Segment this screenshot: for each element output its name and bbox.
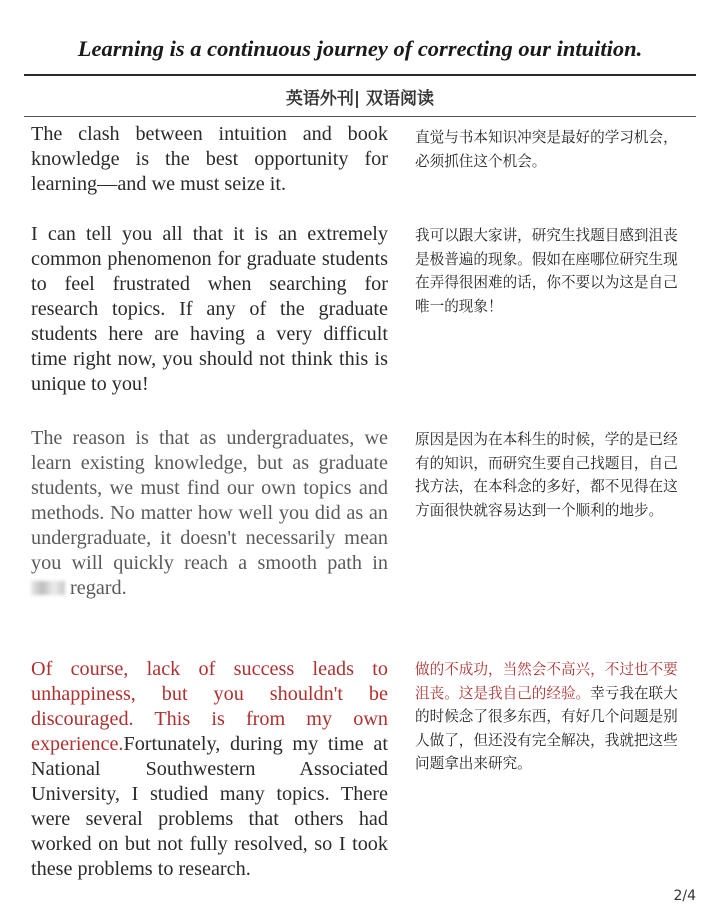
paragraph-4-chinese [415,658,691,776]
paragraph-2-chinese: 我可以跟大家讲，研究生找题目感到沮丧是极普遍的现象。假如在座哪位研究生现在弄得很困难的话，你不要以为这是自己唯一的现象！ [415,227,678,315]
paragraph-4-chinese-highlight: 做的不成功，当然会不高兴，不过也不要沮丧。这是我自己的经验。 [415,661,678,702]
paragraph-4-chinese-text: 幸亏我在联大的时候念了很多东西，有好几个问题是别人做了，但还没有完全解决，我就把这些问题拿出来研究。 [415,684,678,773]
page-number: 2/4 [673,888,696,904]
paragraph-1-chinese: 直觉与书本知识冲突是最好的学习机会，必须抓住这个机会。 [415,129,678,170]
paragraph-2-english: I can tell you all that it is an extremely common phenomenon for graduate students to feel frustrated when searching for research topics. If any of the graduate students here are having a very difficult time right now, you should not think this is unique to you! [31,223,388,395]
paragraph-3-english-tail: regard. [70,577,127,599]
paragraph-3-chinese: 原因是因为在本科生的时候，学的是已经有的知识，而研究生要自己找题目，自己找方法，在本科念的多好，都不见得在这方面很快就容易达到一个顺利的地步。 [415,431,678,519]
paragraph-4-english-text: Fortunately, during my time at National Southwestern Associated University, I studied many topics. There were several problems that others had worked on but not fully resolved, so I took these problems to research. [31,733,388,880]
paragraph-3-english-text: The reason is that as undergraduates, we learn existing knowledge, but as graduate students, we must find our own topics and methods. No matter how well you did as an undergraduate, it doesn't necessarily mean you will quickly reach a smooth path in [31,427,388,574]
blurred-word [31,581,65,595]
paragraph-1-english: The clash between intuition and book knowledge is the best opportunity for learning—and we must seize it. [31,123,388,195]
paragraph-4-english-highlight: Of course, lack of success leads to unhappiness, but you shouldn't be discouraged. This is from my own experience. [31,658,388,755]
paragraph-4-english [31,657,388,882]
section-divider [24,116,696,117]
top-divider [24,74,696,76]
motto-heading: Learning is a continuous journey of correcting our intuition. [77,36,643,61]
paragraph-3-english [31,426,388,601]
section-title: 英语外刊| 双语阅读 [285,89,435,109]
